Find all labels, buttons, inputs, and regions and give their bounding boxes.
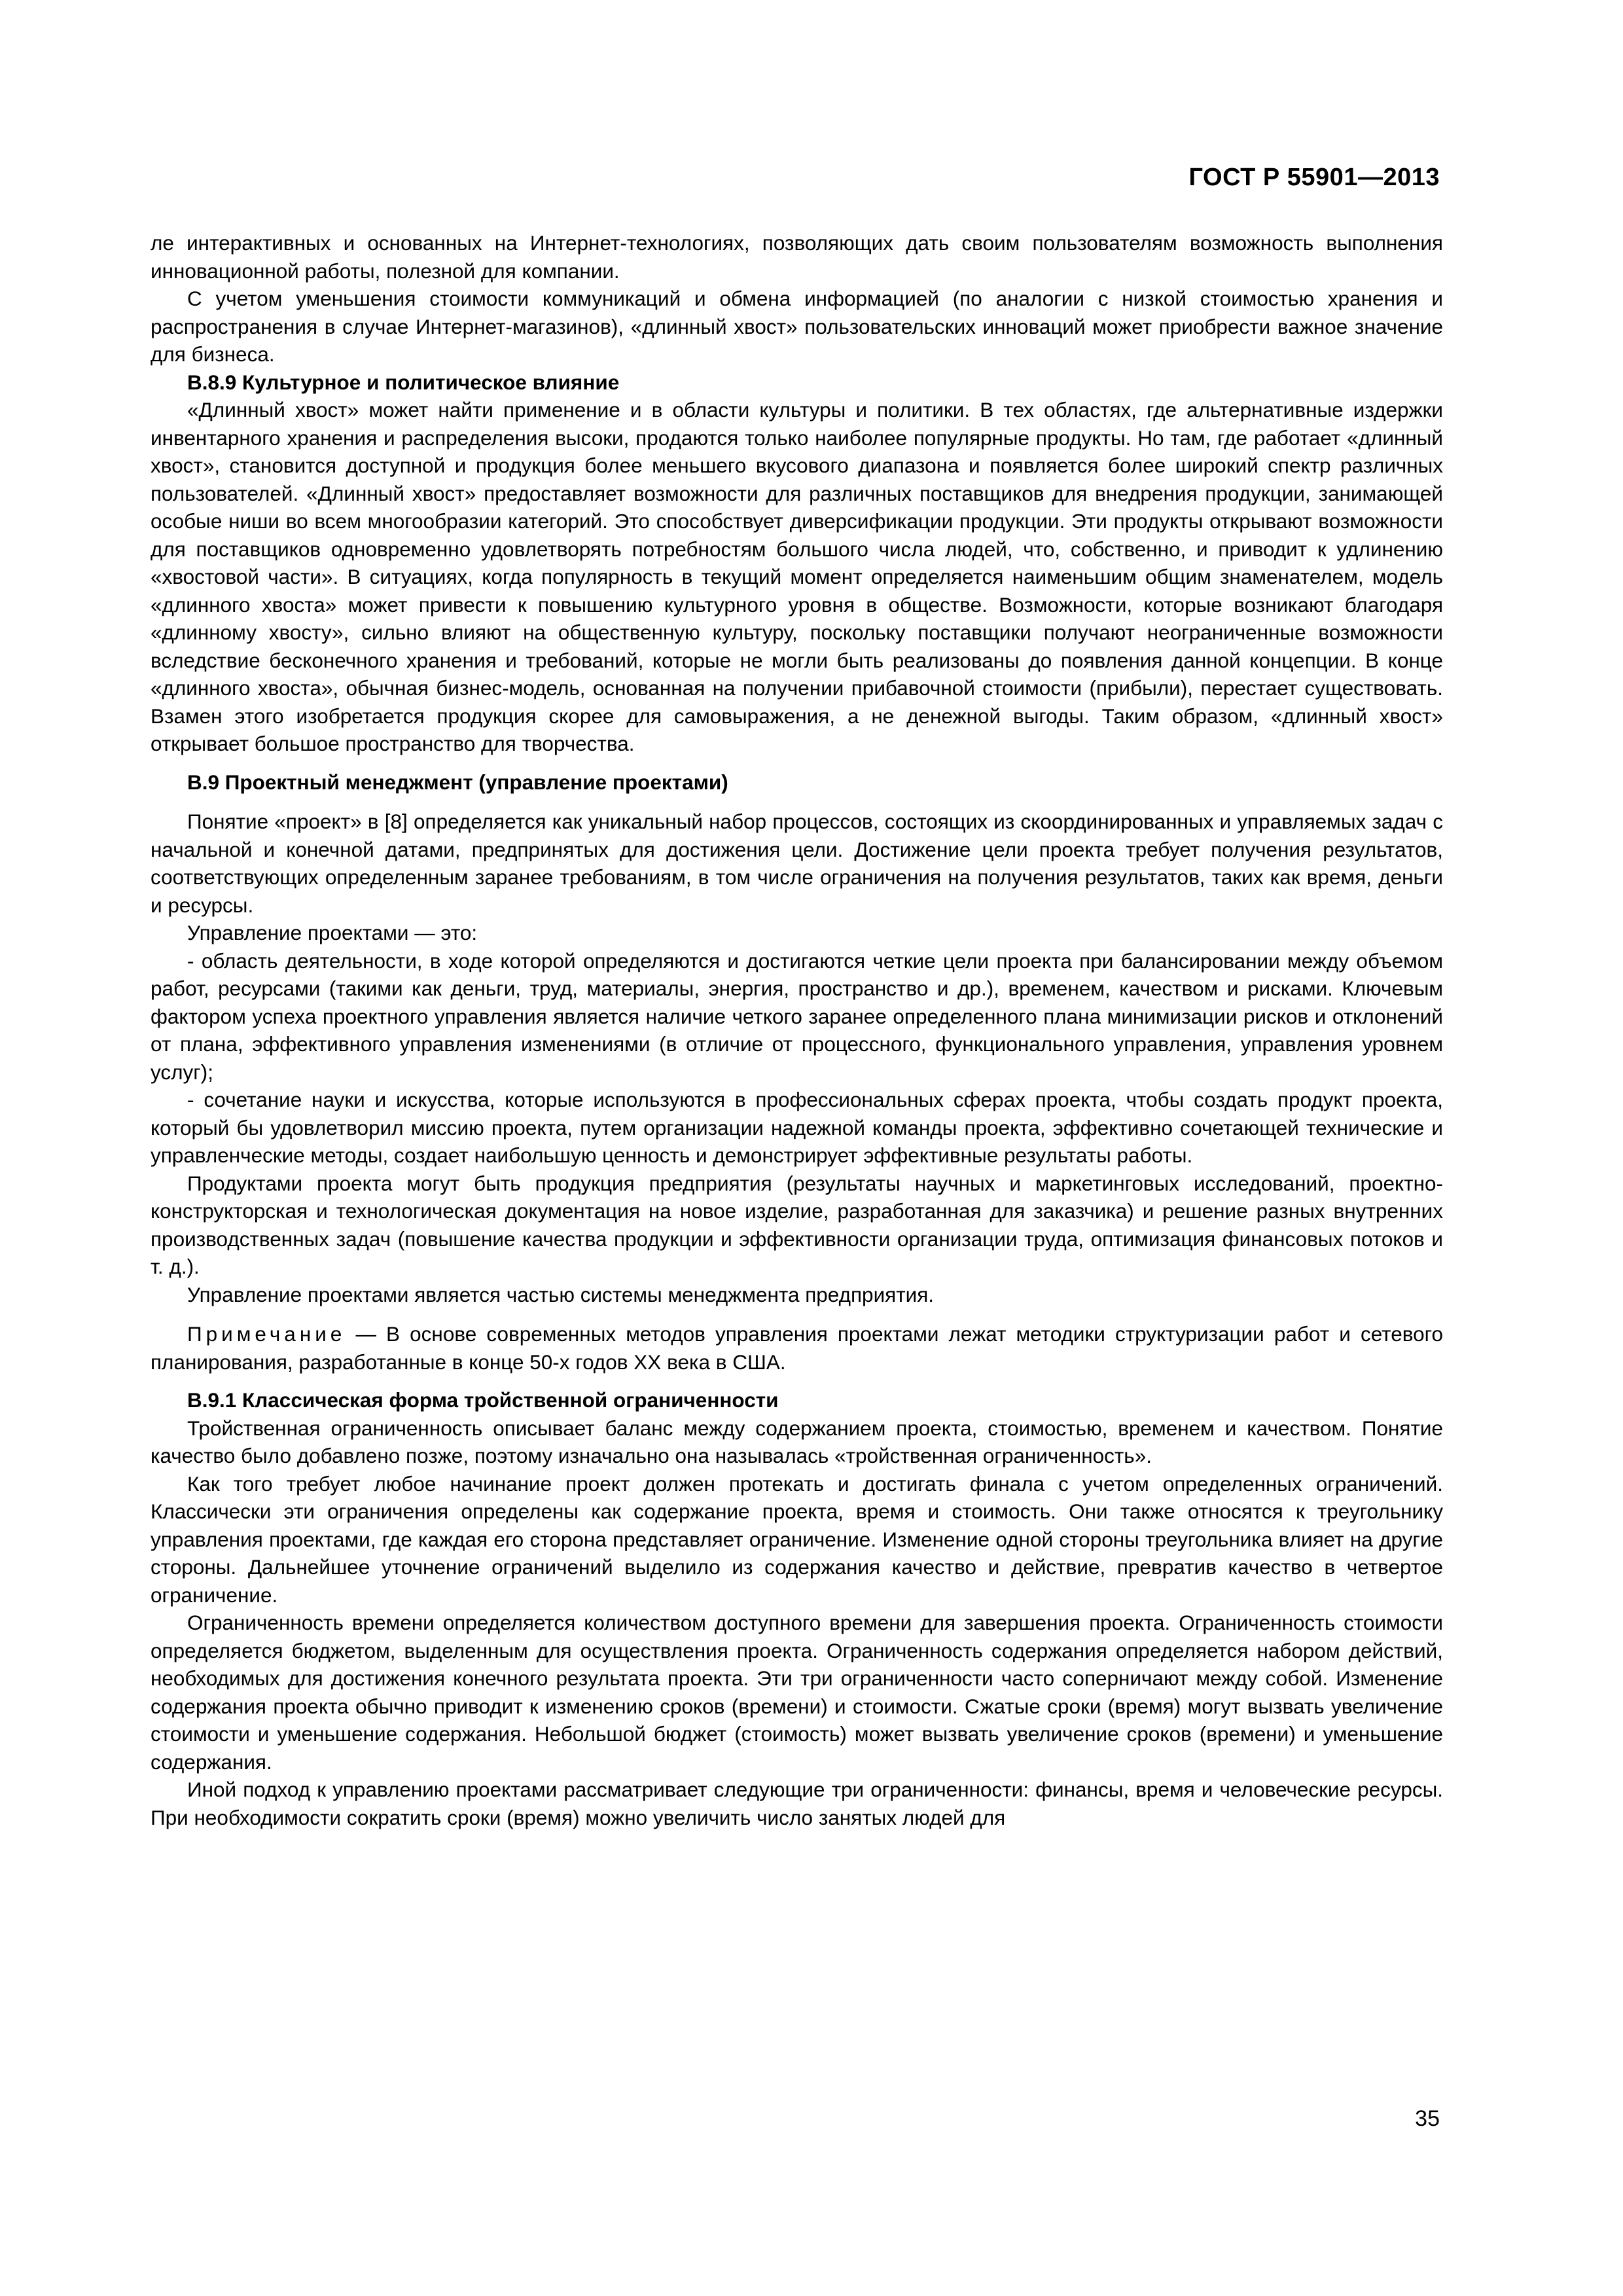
section-heading-b9: В.9 Проектный менеджмент (управление проектами) xyxy=(187,770,728,794)
section-heading-b89: В.8.9 Культурное и политическое влияние xyxy=(187,370,620,394)
paragraph: Ограниченность времени определяется количеством доступного времени для завершения проекта. Ограниченность стоимости определяется бюджетом, выделенным для осуществления проекта. Ограниченность содержания определяется набором действий, необходимых для достижения конечного результата проекта. Эти три ограниченности часто соперничают между собой. Изменение содержания проекта обычно приводит к изменению сроков (времени) и стоимости. Сжатые сроки (время) могут вызвать увеличение стоимости и уменьшение содержания. Небольшой бюджет (стоимость) может вызвать увеличение сроков (времени) и уменьшение содержания. xyxy=(151,1611,1443,1774)
section-heading-b91: В.9.1 Классическая форма тройственной ограниченности xyxy=(187,1388,779,1412)
page-number: 35 xyxy=(1415,2106,1440,2131)
document-code: ГОСТ Р 55901—2013 xyxy=(1188,164,1440,191)
document-body xyxy=(151,229,1443,1831)
list-item: - сочетание науки и искусства, которые используются в профессиональных сферах проекта, чтобы создать продукт проекта, который бы удовлетворил миссию проекта, путем организации надежной команды проекта, эффективно сочетающей технические и управленческие методы, создает наибольшую ценность и демонстрирует эффективные результаты работы. xyxy=(151,1088,1443,1167)
note-label: Примечание xyxy=(187,1322,346,1346)
paragraph: «Длинный хвост» может найти применение и в области культуры и политики. В тех областях, где альтернативные издержки инвентарного хранения и распределения высоки, продаются только наиболее популярные продукты. Но там, где работает «длинный хвост», становится доступной и продукция более меньшего вкусового диапазона и появляется более широкий спектр различных пользователей. «Длинный хвост» предоставляет возможности для различных поставщиков для внедрения продукции, занимающей особые ниши во всем многообразии категорий. Это способствует диверсификации продукции. Эти продукты открывают возможности для поставщиков одновременно удовлетворять потребностям большого числа людей, что, собственно, и приводит к удлинению «хвостовой части». В ситуациях, когда популярность в текущий момент определяется наименьшим общим знаменателем, модель «длинного хвоста» может привести к повышению культурного уровня в обществе. Возможности, которые возникают благодаря «длинному хвосту», сильно влияют на общественную культуру, поскольку поставщики получают неограниченные возможности вследствие бесконечного хранения и требований, которые не могли быть реализованы до появления данной концепции. В конце «длинного хвоста», обычная бизнес-модель, основанная на получении прибавочной стоимости (прибыли), перестает существовать. Взамен этого изобретается продукция скорее для самовыражения, а не денежной выгоды. Таким образом, «длинный хвост» открывает большое пространство для творчества. xyxy=(151,398,1443,755)
paragraph: Понятие «проект» в [8] определяется как уникальный набор процессов, состоящих из скоординированных и управляемых задач с начальной и конечной датами, предпринятых для достижения цели. Достижение цели проекта требует получения результатов, соответствующих определенным заранее требованиям, в том числе ограничения на получения результатов, таких как время, деньги и ресурсы. xyxy=(151,810,1443,917)
note xyxy=(151,1320,1443,1376)
paragraph: Иной подход к управлению проектами рассматривает следующие три ограниченности: финансы, время и человеческие ресурсы. При необходимости сократить сроки (время) можно увеличить число занятых людей для xyxy=(151,1778,1443,1829)
paragraph: Продуктами проекта могут быть продукция предприятия (результаты научных и маркетинговых исследований, проектно-конструкторская и технологическая документация на новое изделие, разработанная для заказчика) и решение разных внутренних производственных задач (повышение качества продукции и эффективности организации труда, оптимизация финансовых потоков и т. д.). xyxy=(151,1171,1443,1278)
paragraph: Управление проектами — это: xyxy=(187,921,478,944)
paragraph: Управление проектами является частью системы менеджмента предприятия. xyxy=(187,1282,935,1306)
paragraph: Как того требует любое начинание проект должен протекать и достигать финала с учетом определенных ограничений. Классически эти ограничения определены как содержание проекта, время и стоимость. Они также относятся к треугольнику управления проектами, где каждая его сторона представляет ограничение. Изменение одной стороны треугольника влияет на другие стороны. Дальнейшее уточнение ограничений выделило из содержания качество и действие, превратив качество в четвертое ограничение. xyxy=(151,1471,1443,1607)
paragraph: ле интерактивных и основанных на Интернет-технологиях, позволяющих дать своим пользователям возможность выполнения инновационной работы, полезной для компании. xyxy=(151,231,1443,283)
list-item: - область деятельности, в ходе которой определяются и достигаются четкие цели проекта при балансировании между объемом работ, ресурсами (такими как деньги, труд, материалы, энергия, пространство и др.), временем, качеством и рисками. Ключевым фактором успеха проектного управления является наличие четкого заранее определенного плана минимизации рисков и отклонений от плана, эффективного управления изменениями (в отличие от процессного, функционального управления, управления уровнем услуг); xyxy=(151,948,1443,1084)
paragraph: Тройственная ограниченность описывает баланс между содержанием проекта, стоимостью, временем и качеством. Понятие качество было добавлено позже, поэтому изначально она называлась «тройственная ограниченность». xyxy=(151,1416,1443,1467)
note-text: — В основе современных методов управления проектами лежат методики структуризации работ и сетевого планирования, разработанные в конце 50-х годов XX века в США. xyxy=(151,1322,1443,1374)
paragraph: С учетом уменьшения стоимости коммуникаций и обмена информацией (по аналогии с низкой стоимостью хранения и распространения в случае Интернет-магазинов), «длинный хвост» пользовательских инноваций может приобрести важное значение для бизнеса. xyxy=(151,287,1443,366)
